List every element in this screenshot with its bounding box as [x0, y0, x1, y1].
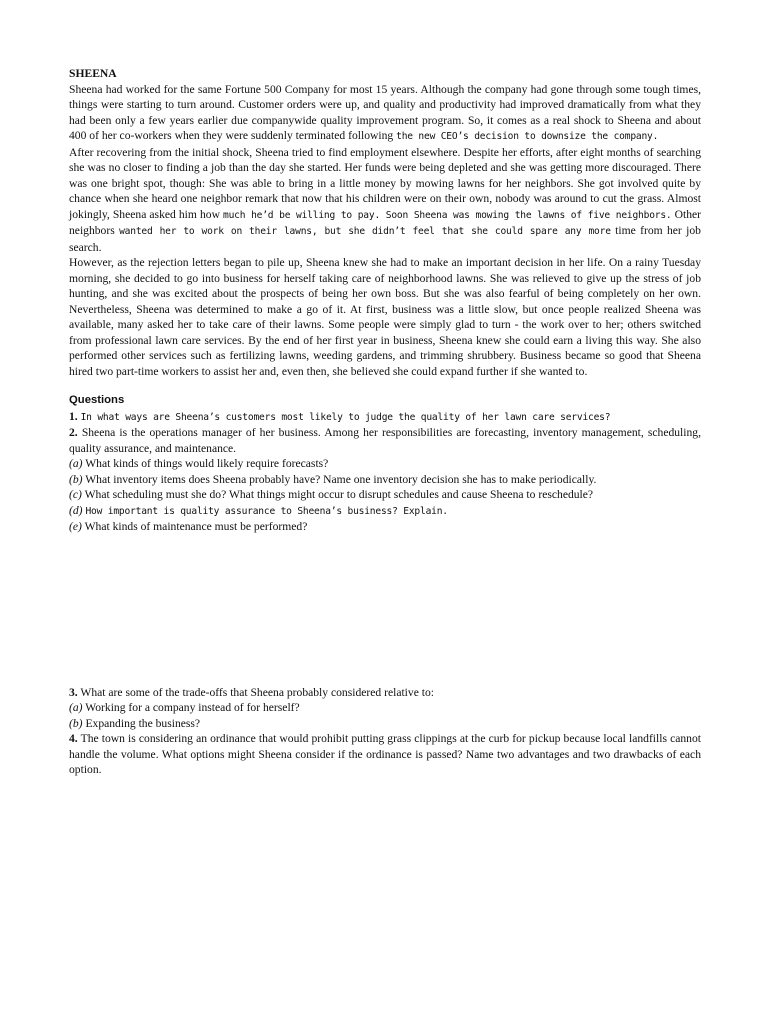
question-text: What are some of the trade-offs that Sheena probably considered relative to:: [80, 685, 434, 699]
question-2b: [69, 472, 701, 488]
sub-question-text: Working for a company instead of for herself?: [85, 701, 300, 714]
sub-question-text: What kinds of things would likely require forecasts?: [85, 457, 329, 470]
question-3a: [69, 700, 701, 716]
question-text: Sheena is the operations manager of her business. Among her responsibilities are forecasting, inventory management, scheduling, quality assurance, and maintenance.: [69, 426, 701, 455]
sub-question-text: What inventory items does Sheena probably have? Name one inventory decision she has to make periodically.: [85, 472, 597, 486]
answer-space: [69, 535, 701, 685]
question-2a: [69, 456, 701, 472]
question-2d: [69, 503, 701, 520]
sub-question-letter: (a): [69, 457, 83, 470]
sub-question-text: What kinds of maintenance must be performed?: [84, 520, 308, 533]
question-3: [69, 685, 701, 701]
story-text-alt-font: much he’d be willing to pay. Soon Sheena was mowing the lawns of five neighbors.: [223, 209, 672, 221]
questions-heading: Questions: [69, 394, 125, 406]
question-text: The town is considering an ordinance that would prohibit putting grass clippings at the curb for pickup because local landfills cannot handle the volume. What options might Sheena consider if the ordinance is passed? Name two advantages and two drawbacks of each option.: [69, 732, 701, 776]
question-number: 1.: [69, 409, 78, 423]
story-paragraph-2: [69, 145, 701, 256]
sub-question-text: What scheduling must she do? What things might occur to disrupt schedules and cause Sheena to reschedule?: [84, 488, 594, 501]
sub-question-text: How important is quality assurance to Sheena’s business? Explain.: [85, 505, 448, 517]
document-page: [69, 66, 701, 778]
story-text: After recovering from the initial shock, Sheena tried to find employment elsewhere. Despite her efforts, after eight months of searching she was no closer to finding a job than the day she started. Her funds were being depleted and she was getting more discouraged. There was one bright spot, though: She was able to bring in a little money by mowing lawns for her neighbors. She got involved quite by chance when she heard one neighbor remark that now that his children were on their own, nobody was around to cut the grass. Almost jokingly, Sheena asked him how: [69, 145, 701, 221]
sub-question-letter: (e): [69, 520, 82, 533]
sub-question-letter: (b): [69, 472, 83, 486]
question-text: In what ways are Sheena’s customers most likely to judge the quality of her lawn care services?: [80, 411, 611, 423]
sub-question-letter: (b): [69, 716, 83, 730]
sub-question-letter: (d): [69, 503, 83, 517]
question-number: 4.: [69, 732, 78, 745]
question-4: [69, 731, 701, 778]
question-3b: [69, 716, 701, 732]
case-title: SHEENA: [69, 67, 117, 80]
question-number: 2.: [69, 426, 78, 439]
sub-question-letter: (c): [69, 488, 82, 501]
question-2e: [69, 519, 701, 535]
question-1: [69, 409, 701, 426]
story-paragraph-1: [69, 82, 701, 145]
question-2c: [69, 487, 701, 503]
story-text-alt-font: the new CEO’s decision to downsize the company.: [396, 131, 659, 142]
story-text-alt-font: wanted her to work on their lawns, but she didn’t feel that she could spare any more: [119, 226, 611, 237]
question-2: [69, 425, 701, 456]
sub-question-letter: (a): [69, 701, 83, 714]
story-text: time from her job search.: [69, 224, 701, 254]
story-paragraph-3: However, as the rejection letters began to pile up, Sheena knew she had to make an important decision in her life. On a rainy Tuesday morning, she decided to go into business for herself taking care of neighborhood lawns. She was relieved to give up the stress of job hunting, and she was excited about the prospects of being her own boss. But she was also fearful of being completely on her own. Nevertheless, Sheena was determined to make a go of it. At first, business was a little slow, but once people realized Sheena was available, many asked her to take care of their lawns. Some people were simply glad to turn - the work over to her; others switched from professional lawn care services. By the end of her first year in business, Sheena knew she could earn a living this way. She also performed other services such as fertilizing lawns, weeding gardens, and trimming shrubbery. Business became so good that Sheena hired two part-time workers to assist her and, even then, she believed she could expand further if she wanted to.: [69, 256, 701, 378]
story-text: Sheena had worked for the same Fortune 500 Company for most 15 years. Although the company had gone through some tough times, things were starting to turn around. Customer orders were up, and quality and productivity had improved dramatically from what they had been only a few years earlier due companywide quality improvement program. So, it comes as a real shock to Sheena and about 400 of her co-workers when they were suddenly terminated following: [69, 82, 701, 142]
question-number: 3.: [69, 685, 78, 699]
story-text: Other neighbors: [69, 207, 701, 237]
sub-question-text: Expanding the business?: [85, 716, 201, 730]
